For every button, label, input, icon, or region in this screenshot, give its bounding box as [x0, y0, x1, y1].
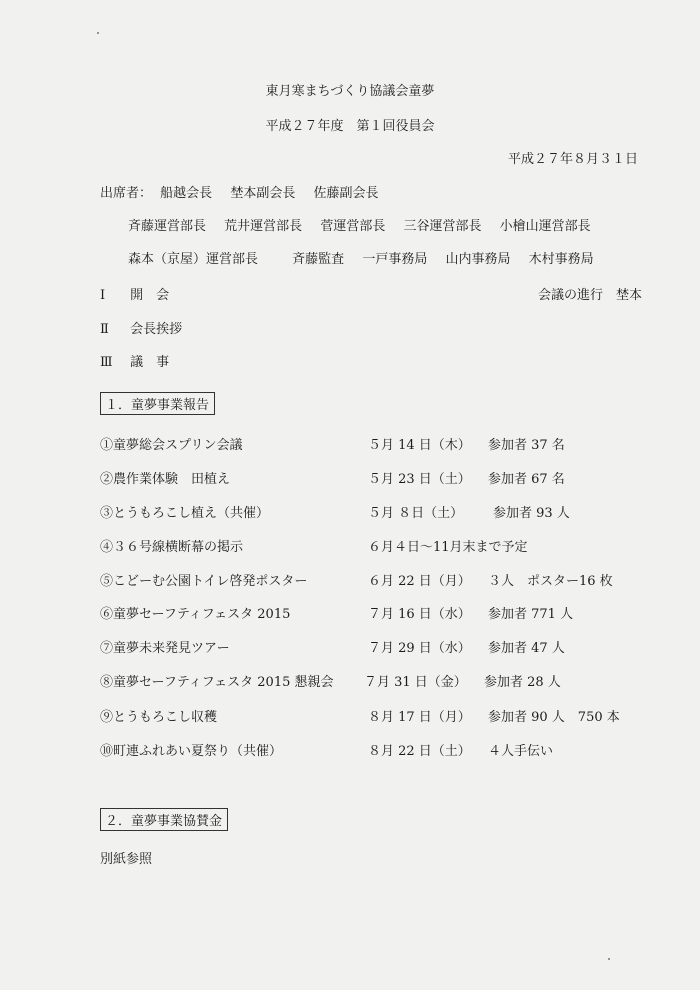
report-item-note: 参加者 771 人	[488, 607, 574, 622]
section-label: 会長挨拶	[130, 322, 183, 337]
report-item-name: ③とうもろこし植え（共催）	[100, 506, 270, 521]
section-label: 議 事	[130, 355, 170, 370]
report-item-name: ⑦童夢未来発見ツアー	[100, 641, 230, 656]
report-item-name: ⑩町連ふれあい夏祭り（共催）	[100, 744, 283, 759]
attendee: 船越会長	[160, 186, 213, 201]
attendee: 三谷運営部長	[403, 219, 482, 234]
report-item-date: ６月 22 日（月）	[368, 574, 471, 589]
report-item-note: 参加者 28 人	[484, 675, 561, 690]
report-item-date: ７月 31 日（金）	[364, 675, 467, 690]
report-item-name: ④３６号線横断幕の掲示	[100, 540, 244, 555]
attendee: 一戸事務局	[362, 252, 428, 267]
report-item-date: ５月 23 日（土）	[368, 472, 471, 487]
attendee: 埜本副会長	[230, 186, 296, 201]
meeting-date: 平成２７年８月３１日	[507, 152, 638, 167]
section-agenda	[100, 351, 169, 370]
attendees-line-1	[100, 182, 392, 201]
section-number: Ⅱ	[100, 322, 109, 337]
attendee: 小檜山運営部長	[499, 219, 591, 234]
report-item-note: ４人手伝い	[488, 744, 554, 759]
attendee: 斉藤監査	[292, 252, 345, 267]
scan-speck	[608, 958, 610, 960]
document-title: 東月寒まちづくり協議会童夢	[265, 84, 435, 99]
sponsorship-heading: ２．童夢事業協賛金	[100, 808, 228, 831]
section-greeting	[100, 318, 182, 337]
report-item-date: ５月 ８日（土）	[368, 506, 464, 521]
report-heading: １．童夢事業報告	[100, 392, 215, 415]
section-opening	[100, 284, 169, 303]
attendee: 斉藤運営部長	[128, 219, 207, 234]
attendee: 山内事務局	[445, 252, 511, 267]
report-item-name: ⑧童夢セーフティフェスタ 2015 懇親会	[100, 675, 334, 690]
attendee: 木村事務局	[528, 252, 594, 267]
report-item-note: 参加者 90 人 750 本	[488, 710, 620, 725]
report-item-date: ７月 29 日（水）	[368, 641, 471, 656]
attendees-line-3	[128, 248, 608, 267]
report-item-note: 参加者 93 人	[493, 506, 570, 521]
scan-speck	[97, 32, 99, 34]
report-item-name: ①童夢総会スプリン会議	[100, 438, 243, 453]
report-item-name: ⑤こどーむ公園トイレ啓発ポスター	[100, 574, 308, 589]
meeting-subtitle: 平成２７年度 第１回役員会	[265, 119, 435, 134]
sponsorship-reference: 別紙参照	[100, 852, 153, 867]
report-item-name: ②農作業体験 田植え	[100, 472, 231, 487]
report-item-note: 参加者 47 人	[488, 641, 565, 656]
attendee: 佐藤副会長	[313, 186, 379, 201]
report-item-name: ⑨とうもろこし収穫	[100, 710, 218, 725]
report-item-name: ⑥童夢セーフティフェスタ 2015	[100, 607, 291, 622]
section-number: Ⅲ	[100, 355, 113, 370]
section-number: Ⅰ	[100, 288, 106, 303]
attendee: 菅運営部長	[320, 219, 386, 234]
report-item-note: 参加者 37 名	[488, 438, 565, 453]
report-item-date: ８月 22 日（土）	[368, 744, 471, 759]
section-label: 開 会	[130, 288, 170, 303]
report-item-note: ３人 ポスター16 枚	[488, 574, 613, 589]
report-item-date: ５月 14 日（木）	[368, 438, 471, 453]
facilitator-note: 会議の進行 埜本	[537, 288, 642, 303]
report-item-date: ６月４日〜11月末まで予定	[368, 540, 528, 555]
report-item-note: 参加者 67 名	[488, 472, 565, 487]
report-item-date: ７月 16 日（水）	[368, 607, 471, 622]
attendee: 荒井運営部長	[224, 219, 303, 234]
attendees-label: 出席者：	[100, 186, 153, 201]
report-item-date: ８月 17 日（月）	[368, 710, 471, 725]
attendees-line-2	[128, 215, 605, 234]
attendee: 森本（京屋）運営部長	[128, 252, 259, 267]
